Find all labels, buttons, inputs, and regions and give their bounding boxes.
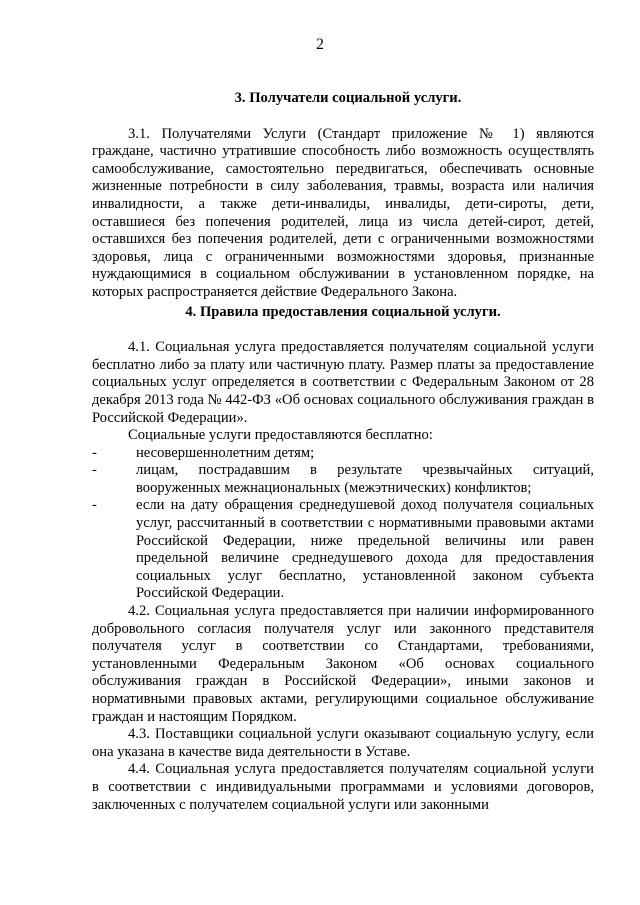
list-item bbox=[92, 445, 594, 463]
bullet-dash: - bbox=[92, 497, 97, 514]
paragraph-3-1: 3.1. Получателями Услуги (Стандарт приложение № 1) являются граждане, частично утратившие способность либо возможность осуществлять самообслуживание, самостоятельно передвигаться, обеспечивать основные жизненные потребности в силу заболевания, травмы, возраста или наличия инвалидности, а также дети-инвалиды, инвалиды, дети-сироты, дети, оставшиеся без попечения родителей, лица из числа детей-сирот, детей, оставшихся без попечения родителей, дети с ограниченными возможностями здоровья, лица с ограниченными возможностями здоровья, признанные нуждающимися в социальном обслуживании в установленном порядке, на которых распространяется действие Федерального Закона. bbox=[92, 125, 594, 300]
section-4-title: 4. Правила предоставления социальной услуги. bbox=[185, 303, 501, 320]
list-item-text: если на дату обращения среднедушевой доход получателя социальных услуг, рассчитанный в соответствии с нормативными правовыми актами Российской Федерации, ниже предельной величины или равен предельной величине среднедушевого дохода для предоставления социальных услуг бесплатно, установленной законом субъекта Российской Федерации. bbox=[136, 497, 594, 602]
list-item-text: несовершеннолетним детям; bbox=[136, 444, 315, 461]
paragraph-4-4: 4.4. Социальная услуга предоставляется получателям социальной услуги в соответствии с индивидуальными программами и условиями договоров, заключенных с получателем социальной услуги или законными bbox=[92, 761, 594, 813]
bullet-dash: - bbox=[92, 444, 97, 461]
paragraph-4-1: 4.1. Социальная услуга предоставляется получателям социальной услуги бесплатно либо за плату или частичную плату. Размер платы за предоставление социальных услуг определяется в соответствии с Федеральным Законом от 28 декабря 2013 года № 442-ФЗ «Об основах социального обслуживания граждан в Российской Федерации». bbox=[92, 339, 594, 426]
free-services-intro: Социальные услуги предоставляются бесплатно: bbox=[128, 427, 433, 444]
bullet-dash: - bbox=[92, 462, 97, 479]
paragraph-4-3: 4.3. Поставщики социальной услуги оказывают социальную услугу, если она указана в качестве вида деятельности в Уставе. bbox=[92, 726, 594, 760]
list-item bbox=[92, 462, 594, 497]
section-3-title: 3. Получатели социальной услуги. bbox=[234, 90, 462, 106]
page-number: 2 bbox=[316, 36, 324, 53]
paragraph-4-2: 4.2. Социальная услуга предоставляется при наличии информированного добровольного согласия получателя услуг или законного представителя получателя услуг в соответствии со Стандартами, требованиями, установленными Федеральным Законом «Об основах социального обслуживания граждан в Российской Федерации», иными законов и нормативными правовых актами, регулирующими социальное обслуживание граждан и настоящим Порядком. bbox=[92, 603, 594, 725]
list-item bbox=[92, 497, 594, 603]
list-item-text: лицам, пострадавшим в результате чрезвычайных ситуаций, вооруженных межнациональных (межэтнических) конфликтов; bbox=[136, 462, 594, 496]
document-body bbox=[92, 90, 594, 814]
